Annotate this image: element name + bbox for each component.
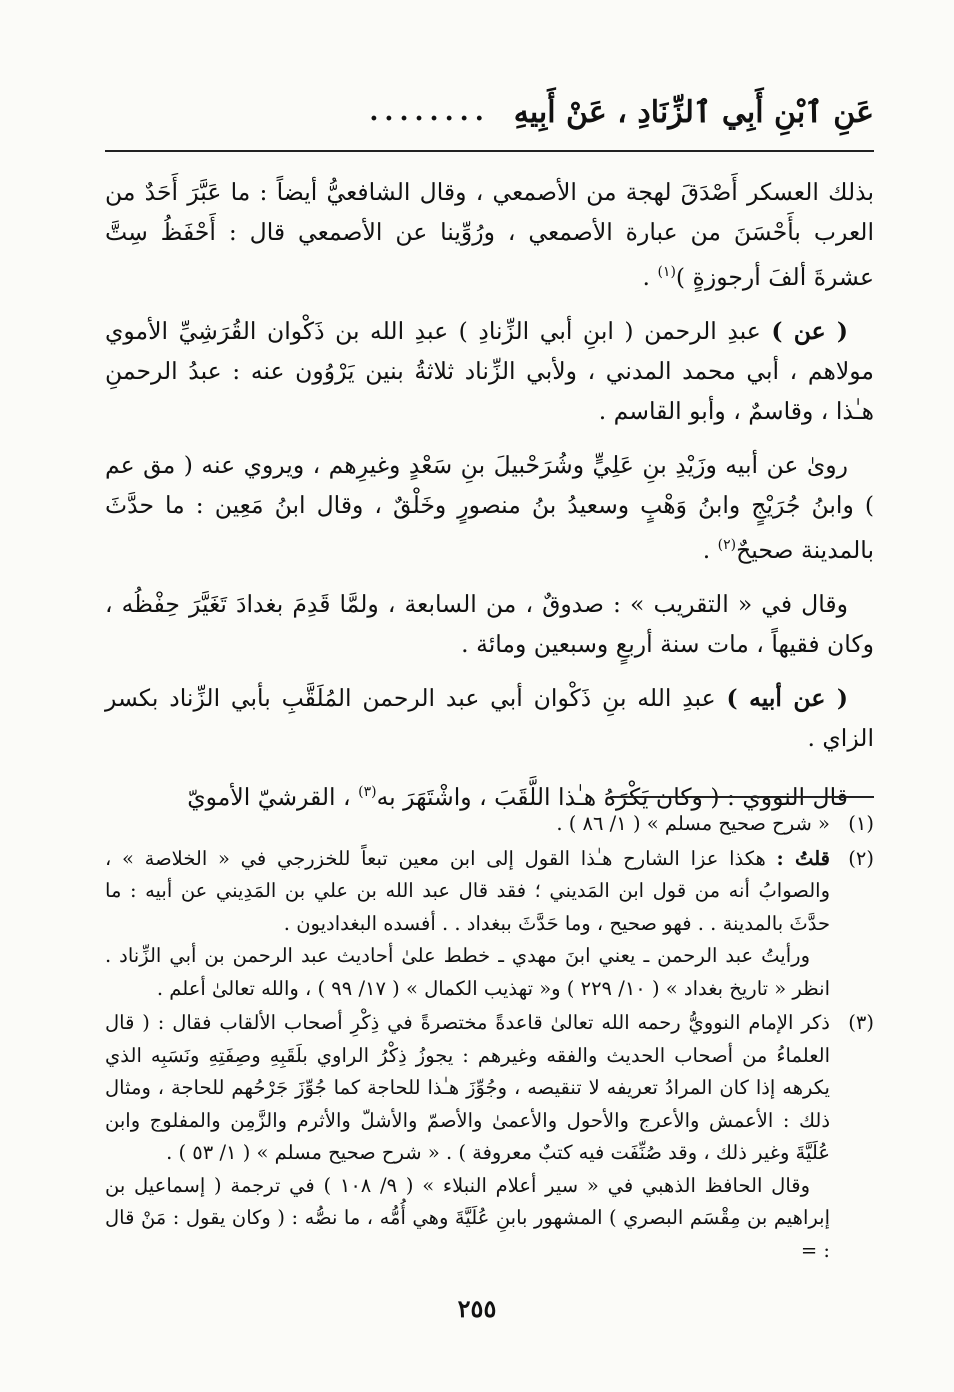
footnote-ref-1: (١): [657, 264, 676, 280]
footnotes: [105, 808, 874, 1269]
footnote-3-body: [105, 1007, 830, 1267]
paragraph-5: [105, 678, 874, 758]
running-header-title: عَنِ ٱبْنِ أَبِي ٱلزِّنَادِ ، عَنْ أَبِيهِ: [513, 94, 874, 130]
paragraph-3-text: روىٰ عن أبيه وزَيْدِ بنِ عَلِيٍّ وشُرَحْبيلَ بنِ سَعْدٍ وغيرِهم ، ويروي عنه ( مق عم ) وابنُ جُرَيْجٍ وابنُ وَهْبٍ وسعيدُ بنُ منصورٍ وخَلْقٌ ، وقال ابنُ مَعِين : ما حدَّثَ بالمدينة صحيحٌ: [105, 450, 874, 564]
footnote-3: [105, 1007, 874, 1267]
footnote-3-line-1: ذكر الإمام النوويُّ رحمه الله تعالىٰ قاعدةً مختصرةً في ذِكْرِ أصحاب الألقاب فقال : ( قال العلماءُ من أصحاب الحديث والفقه وغيرهم : يجوزُ ذِكْرُ الراوي بلَقَبِهِ وصِفَتِهِ ونَسَبِه الذي يكرهه إذا كان المرادُ تعريفه لا تنقيصه ، وجُوِّزَ هـٰذا للحاجة كما جُوِّزَ جَرْحُهم للحاجة ، ومثال ذلك : الأعمش والأعرج والأحول والأعمىٰ والأصمّ والأشلّ والأثرم والزَّمِن والمفلوج وابن عُلَيَّةَ وغير ذلك ، وقد صُنِّفَت فيه كتبٌ معروفة ) . « شرح صحيح مسلم » ( ١/ ٥٣ ) .: [105, 1011, 830, 1164]
footnote-3-number: (٣): [848, 1011, 874, 1034]
footnote-2: [105, 843, 874, 1006]
paragraph-4: وقال في « التقريب » : صدوقٌ ، من السابعة ، ولمَّا قَدِمَ بغدادَ تَغَيَّرَ حِفْظُه ، وكان فقيهاً ، مات سنة أربعٍ وسبعين ومائة .: [105, 589, 874, 658]
paragraph-5-tag: ( عن أبيه ): [726, 683, 849, 712]
paragraph-2-text: عبدِ الرحمن ( ابنِ أبي الزِّنادِ ) عبدِ الله بن ذَكْوان القُرَشِيِّ الأموي مولاهم ، أبي محمد المدني ، ولأبي الزِّناد ثلاثةُ بنين يَرْوُون عنه : عبدُ الرحمنِ هـٰذا ، وقاسمٌ ، وأبو القاسم .: [105, 316, 874, 425]
footnote-2-body: [105, 843, 830, 1006]
footnote-1: [105, 808, 874, 841]
paragraph-6-text: قال النووي : ( وكان يَكْرَهُ هـٰذا اللَّقَبَ ، واشْتَهَرَ به: [376, 782, 848, 811]
footnote-ref-3: (٣): [358, 783, 377, 800]
footnote-3-line-2: وقال الحافظ الذهبي في « سير أعلام النبلاء » ( ٩/ ١٠٨ ) في ترجمة ( إسماعيل بن إبراهيم بن مِقْسَم البصري ) المشهور بابنِ عُلَيَّةَ وهي أُمُّه ، ما نصُّه : ( وكان يقول : مَنْ قال : =: [105, 1173, 830, 1262]
footnote-1-line-1: « شرح صحيح مسلم » ( ١/ ٨٦ ) .: [556, 812, 830, 835]
paragraph-6-end: ، القرشيّ الأمويّ: [187, 782, 359, 811]
footnote-1-body: [105, 808, 830, 841]
paragraph-5-text: عبدِ الله بنِ ذَكْوان أبي عبد الرحمن المُلَقَّبِ بأبي الزِّناد بكسر الزاي .: [105, 683, 874, 752]
paragraph-1-end: .: [642, 262, 658, 291]
footnote-2-lead: قلتُ :: [776, 846, 830, 870]
footnote-2-line-2: ورأيتُ عبد الرحمن ـ يعني ابنَ مهدي ـ خطط علىٰ أحاديث عبد الرحمن بن أبي الزِّناد . انظر « تاريخ بغداد » ( ١٠/ ٢٢٩ ) و« تهذيب الكمال » ( ١٧/ ٩٩ ) ، والله تعالىٰ أعلم .: [105, 944, 830, 1000]
footnote-rule: [610, 796, 874, 798]
footnote-1-number: (١): [848, 812, 874, 835]
main-text: [105, 172, 874, 830]
page-number: ٢٥٥: [457, 1294, 497, 1323]
header-rule: [105, 150, 874, 152]
paragraph-3: [105, 445, 874, 570]
paragraph-2: [105, 311, 874, 431]
paragraph-3-end: .: [702, 535, 718, 564]
footnote-2-para-1: [105, 843, 830, 941]
footnote-ref-2: (٢): [717, 536, 737, 553]
footnote-2-number: (٢): [848, 846, 874, 870]
running-header: [112, 82, 874, 142]
footnote-2-line-1: هكذا عزا الشارح هـٰذا القول إلى ابن معين تبعاً للخزرجي في « الخلاصة » ، والصوابُ أنه من قول ابن المَديني ؛ فقد قال عبد الله بن علي بن المَدِيني عن أبيه : ما حدَّثَ بالمدينة . . فهو صحيح ، وما حَدَّثَ ببغداد . . أفسده البغداديون .: [105, 846, 830, 935]
paragraph-2-tag: ( عن ): [771, 316, 849, 345]
paragraph-1: [105, 172, 874, 297]
running-header-dots: ........: [369, 97, 490, 127]
paragraph-1-text: بذلك العسكر أَصْدَقَ لهجة من الأصمعي ، وقال الشافعيُّ أيضاً : ما عَبَّرَ أَحَدٌ من العرب بأَحْسَنَ من عبارة الأصمعي ، ورُوِّينا عن الأصمعي قال : أَحْفَظُ سِتَّ عشرةَ ألفَ أرجوزةٍ ): [105, 178, 874, 291]
